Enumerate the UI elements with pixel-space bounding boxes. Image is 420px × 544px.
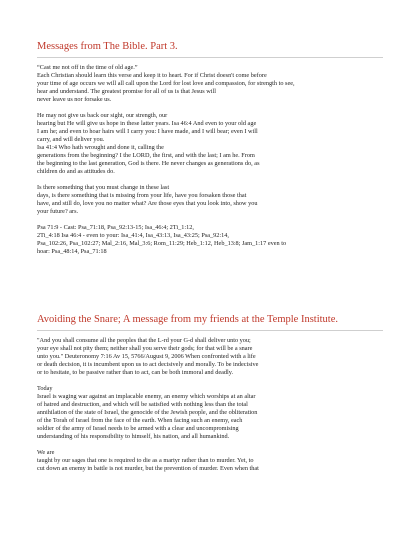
body-line: Psa_102:26, Psa_102:27; Mal_2:16, Mal_3:6; Rom_11:29; Heb_1:12, Heb_13:8; Jam_1:17 even to (37, 240, 287, 247)
body-line: unto you." Deuteronomy 7:16 Av 15, 5766/August 9, 2006 When confronted with a life (37, 353, 256, 360)
body-line: "And you shall consume all the peoples that the L-rd your G-d shall deliver unto you; (37, 337, 251, 344)
body-line: cut down an enemy in battle is not murder, but the prevention of murder. Even when that (37, 465, 259, 472)
body-line: days, is there something that is missing from your life, have you forsaken those that (37, 192, 247, 199)
body-line: We are (37, 449, 55, 456)
section-1-title: Messages from The Bible. Part 3. (37, 41, 178, 52)
body-line: annihilation of the state of Israel, the genocide of the Jewish people, and the obliteration (37, 409, 258, 416)
body-line: or to hesitate, to be passive rather than to act, can be both immoral and deadly. (37, 369, 234, 376)
body-line: children do and as attitudes do. (37, 168, 115, 175)
body-line: have, and still do, love you no matter what? Are those eyes that you look into, show you (37, 200, 258, 207)
body-line: Each Christian should learn this verse and keep it to heart. For if Christ doesn't come before (37, 72, 267, 79)
body-line: your future? ars. (37, 208, 79, 215)
body-line: your time of age occurs we will all call upon the Lord for lost love and compassion, for strength to see, (37, 80, 295, 87)
body-line: Isa 41:4 Who hath wrought and done it, calling the (37, 144, 164, 151)
body-line: the beginning to the last generation, God is there. He never changes as generations do, as (37, 160, 260, 167)
body-line: hear and understand. The greatest promise for all of us is that Jesus will (37, 88, 217, 95)
section-2-title: Avoiding the Snare; A message from my friends at the Temple Institute. (37, 314, 338, 325)
body-line: of hatred and destruction, and which will be satisfied with nothing less than the total (37, 401, 248, 408)
body-line: Psa 71:9 - Cast: Psa_71:18, Psa_92:13-15; Isa_46:4; 2Ti_1:12, (37, 224, 194, 231)
body-line: of the Torah of Israel from the face of the earth. When facing such an enemy, each (37, 417, 243, 424)
body-line: He may not give us back our sight, our strength, our (37, 112, 168, 119)
body-line: Is there something that you must change in these last (37, 184, 170, 191)
body-line: understanding of his responsibility to himself, his nation, and all humankind. (37, 433, 230, 440)
section-1-divider (37, 57, 383, 58)
body-line: carry, and will deliver you. (37, 136, 105, 143)
body-line: taught by our sages that one is required to die as a martyr rather than to murder. Yet, to (37, 457, 254, 464)
body-line: I am he; and even to hoar hairs will I carry you: I have made, and I will bear; even I will (37, 128, 258, 135)
body-line: “Cast me not off in the time of old age.” (37, 64, 138, 71)
section-2-divider (37, 330, 383, 331)
body-line: Today (37, 385, 53, 392)
body-line: generations from the beginning? I the LORD, the first, and with the last; I am he. From (37, 152, 255, 159)
body-line: your eye shall not pity them; neither shall you serve their gods; for that will be a snare (37, 345, 253, 352)
body-line: hoar: Psa_48:14, Psa_71:18 (37, 248, 107, 255)
body-line: never leave us nor forsake us. (37, 96, 112, 103)
body-line: 2Ti_4:18 Isa 46:4 - even to your: Isa_41:4, Isa_43:13, Isa_43:25; Psa_92:14, (37, 232, 229, 239)
body-line: or death decision, it is incumbent upon us to act decisively and morally. To be indecisive (37, 361, 259, 368)
body-line: Israel is waging war against an implacable enemy, an enemy which worships at an altar (37, 393, 256, 400)
body-line: hearing but He will give us hope in these latter years. Isa 46:4 And even to your old age (37, 120, 257, 127)
body-line: soldier of the army of Israel needs to be armed with a clear and uncompromising (37, 425, 239, 432)
